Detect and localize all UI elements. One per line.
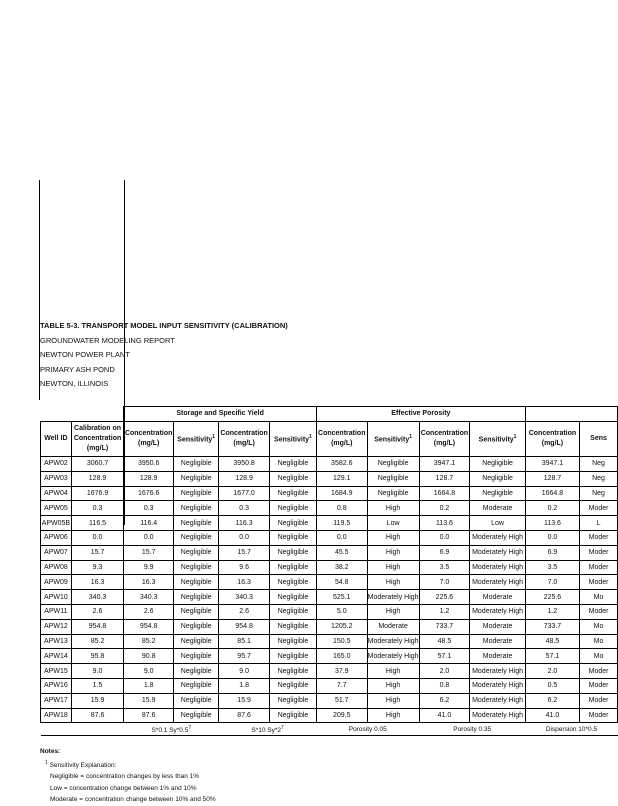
- table-cell: Moderately High: [470, 664, 526, 679]
- table-cell: Moderate: [470, 501, 526, 516]
- well-id-cell: APW16: [41, 678, 72, 693]
- col-header-sensitivity: Sensitivity$^1$: [367, 422, 419, 457]
- table-cell: 1676.6: [124, 486, 174, 501]
- table-cell: Moder: [580, 708, 618, 723]
- table-cell: 90.8: [124, 649, 174, 664]
- table-row: [41, 501, 618, 516]
- table-cell: 9.0: [219, 664, 270, 679]
- table-cell: Negligible: [470, 486, 526, 501]
- table-cell: Neg: [580, 471, 618, 486]
- table-cell: Negligible: [367, 486, 419, 501]
- well-id-cell: APW11: [41, 604, 72, 619]
- well-id-cell: APW07: [41, 545, 72, 560]
- table-cell: 1684.9: [316, 486, 367, 501]
- report-name: GROUNDWATER MODELING REPORT: [40, 335, 175, 345]
- table-cell: 3060.7: [71, 457, 123, 472]
- col-header-sensitivity: Sensitivity$^1$: [174, 422, 219, 457]
- notes-heading: Notes:: [40, 748, 61, 755]
- table-cell: 9.6: [219, 560, 270, 575]
- table-cell: Low: [367, 516, 419, 531]
- table-cell: Negligible: [174, 590, 219, 605]
- table-cell: 0.0: [71, 530, 123, 545]
- table-cell: Low: [470, 516, 526, 531]
- footer-dispersion: Dispersion 10*0.5: [525, 723, 617, 736]
- table-cell: 15.7: [219, 545, 270, 560]
- table-row: [41, 634, 618, 649]
- table-cell: Mo: [580, 634, 618, 649]
- table-cell: Negligible: [367, 457, 419, 472]
- table-cell: Moderate: [367, 619, 419, 634]
- table-cell: 7.7: [316, 678, 367, 693]
- table-cell: Negligible: [174, 530, 219, 545]
- table-cell: 7.0: [419, 575, 470, 590]
- col-header-sensitivity: Sensitivity$^1$: [269, 422, 316, 457]
- table-cell: Negligible: [174, 664, 219, 679]
- well-id-cell: APW05B: [41, 516, 72, 531]
- table-cell: 1.5: [71, 678, 123, 693]
- table-cell: 87.6: [219, 708, 270, 723]
- table-cell: Moderate: [470, 590, 526, 605]
- table-cell: Moder: [580, 501, 618, 516]
- well-id-cell: APW04: [41, 486, 72, 501]
- table-cell: Moder: [580, 604, 618, 619]
- table-cell: 6.9: [419, 545, 470, 560]
- table-cell: Negligible: [269, 545, 316, 560]
- table-cell: 1.2: [419, 604, 470, 619]
- table-cell: 9.0: [71, 664, 123, 679]
- table-cell: 0.0: [525, 530, 579, 545]
- table-cell: 85.2: [71, 634, 123, 649]
- table-cell: Negligible: [269, 575, 316, 590]
- table-cell: 128.9: [219, 471, 270, 486]
- table-cell: Moderately High: [367, 649, 419, 664]
- table-cell: Moderately High: [470, 530, 526, 545]
- table-cell: 0.8: [419, 678, 470, 693]
- table-cell: High: [367, 604, 419, 619]
- table-cell: 0.3: [71, 501, 123, 516]
- well-id-cell: APW05: [41, 501, 72, 516]
- table-cell: Negligible: [269, 693, 316, 708]
- table-cell: Moderate: [470, 619, 526, 634]
- table-cell: Negligible: [470, 457, 526, 472]
- footer-porosity-high: Porosity 0.35: [419, 723, 525, 736]
- table-cell: 525.1: [316, 590, 367, 605]
- table-cell: Negligible: [174, 649, 219, 664]
- footer-porosity-low: Porosity 0.05: [316, 723, 419, 736]
- table-cell: 6.2: [525, 693, 579, 708]
- table-cell: 954.8: [71, 619, 123, 634]
- col-header-concentration: Concentration (mg/L): [316, 422, 367, 457]
- table-cell: 16.3: [71, 575, 123, 590]
- table-cell: 2.6: [71, 604, 123, 619]
- well-id-cell: APW17: [41, 693, 72, 708]
- well-id-cell: APW14: [41, 649, 72, 664]
- table-cell: Moder: [580, 530, 618, 545]
- table-cell: Negligible: [174, 486, 219, 501]
- group-header-storage: Storage and Specific Yield: [124, 407, 317, 422]
- table-cell: Negligible: [174, 619, 219, 634]
- table-cell: Negligible: [174, 516, 219, 531]
- footer-storage-high: S*10 $Sy*2^7$: [219, 723, 317, 736]
- table-body: [41, 457, 618, 723]
- table-cell: 37.9: [316, 664, 367, 679]
- table-cell: 1.8: [124, 678, 174, 693]
- table-cell: Negligible: [470, 471, 526, 486]
- table-cell: 5.0: [316, 604, 367, 619]
- footer-row: [41, 723, 618, 736]
- table-cell: Negligible: [269, 664, 316, 679]
- table-cell: High: [367, 560, 419, 575]
- table-cell: 51.7: [316, 693, 367, 708]
- col-header-concentration: Concentration (mg/L): [419, 422, 470, 457]
- table-cell: Mo: [580, 590, 618, 605]
- footer-storage-low: S*0.1 $Sy*0.5^7$: [124, 723, 219, 736]
- table-cell: 1664.8: [419, 486, 470, 501]
- table-cell: 954.8: [219, 619, 270, 634]
- table-cell: Moderately High: [470, 693, 526, 708]
- table-cell: 0.8: [316, 501, 367, 516]
- table-cell: 0.0: [419, 530, 470, 545]
- table-cell: 7.0: [525, 575, 579, 590]
- table-row: [41, 590, 618, 605]
- table-row: [41, 457, 618, 472]
- table-cell: 87.6: [124, 708, 174, 723]
- table-cell: Neg: [580, 457, 618, 472]
- table-cell: 48.5: [419, 634, 470, 649]
- table-cell: 57.1: [419, 649, 470, 664]
- table-cell: Moderately High: [470, 575, 526, 590]
- table-cell: 0.0: [316, 530, 367, 545]
- well-id-cell: APW08: [41, 560, 72, 575]
- table-cell: 0.2: [419, 501, 470, 516]
- table-cell: 0.3: [124, 501, 174, 516]
- table-cell: 2.6: [124, 604, 174, 619]
- table-cell: 128.9: [124, 471, 174, 486]
- col-header-concentration: Concentration (mg/L): [219, 422, 270, 457]
- table-cell: 119.5: [316, 516, 367, 531]
- col-header-concentration: Concentration (mg/L): [124, 422, 174, 457]
- table-cell: 113.6: [419, 516, 470, 531]
- table-cell: 128.9: [71, 471, 123, 486]
- table-cell: 1205.2: [316, 619, 367, 634]
- table-row: [41, 649, 618, 664]
- table-cell: Moder: [580, 664, 618, 679]
- table-cell: 0.2: [525, 501, 579, 516]
- table-cell: 1.8: [219, 678, 270, 693]
- well-id-cell: APW12: [41, 619, 72, 634]
- table-cell: 128.7: [525, 471, 579, 486]
- table-cell: 113.6: [525, 516, 579, 531]
- table-cell: Negligible: [174, 678, 219, 693]
- table-cell: 3.5: [525, 560, 579, 575]
- table-cell: 128.7: [419, 471, 470, 486]
- table-cell: Negligible: [269, 530, 316, 545]
- table-cell: 38.2: [316, 560, 367, 575]
- table-cell: Negligible: [269, 590, 316, 605]
- table-cell: 15.9: [124, 693, 174, 708]
- table-cell: 15.7: [71, 545, 123, 560]
- table-cell: Negligible: [269, 471, 316, 486]
- table-cell: 0.3: [219, 501, 270, 516]
- table-cell: High: [367, 678, 419, 693]
- table-cell: Moder: [580, 545, 618, 560]
- table-cell: Moderately High: [470, 545, 526, 560]
- table-cell: Negligible: [269, 457, 316, 472]
- table-cell: Negligible: [269, 634, 316, 649]
- table-cell: Moder: [580, 678, 618, 693]
- table-cell: 85.1: [219, 634, 270, 649]
- table-cell: High: [367, 664, 419, 679]
- note-line: Moderate = concentration change between 10% and 50%: [50, 796, 216, 804]
- table-row: [41, 678, 618, 693]
- table-cell: Moderately High: [470, 604, 526, 619]
- table-cell: 9.3: [71, 560, 123, 575]
- table-row: [41, 619, 618, 634]
- table-row: [41, 693, 618, 708]
- note-line: $^1$ Sensitivity Explanation:: [45, 759, 117, 769]
- table-cell: High: [367, 545, 419, 560]
- well-id-cell: APW15: [41, 664, 72, 679]
- table-cell: 41.0: [525, 708, 579, 723]
- table-cell: 3947.1: [525, 457, 579, 472]
- table-cell: Mo: [580, 619, 618, 634]
- table-cell: Moderately High: [367, 634, 419, 649]
- table-row: [41, 708, 618, 723]
- table-row: [41, 471, 618, 486]
- table-cell: 95.8: [71, 649, 123, 664]
- table-cell: 0.0: [219, 530, 270, 545]
- table-cell: Negligible: [269, 486, 316, 501]
- table-row: [41, 545, 618, 560]
- table-cell: Negligible: [269, 619, 316, 634]
- table-cell: 733.7: [419, 619, 470, 634]
- table-cell: Negligible: [269, 516, 316, 531]
- table-cell: Negligible: [174, 501, 219, 516]
- table-cell: Moder: [580, 693, 618, 708]
- table-cell: 129.1: [316, 471, 367, 486]
- table-cell: Negligible: [174, 545, 219, 560]
- pond-name: PRIMARY ASH POND: [40, 364, 115, 374]
- table-cell: High: [367, 693, 419, 708]
- table-cell: Moderately High: [470, 560, 526, 575]
- table-cell: Negligible: [269, 678, 316, 693]
- note-line: Low = concentration change between 1% and 10%: [50, 784, 197, 792]
- table-cell: 0.0: [124, 530, 174, 545]
- table-cell: Moderately High: [470, 708, 526, 723]
- col-header-concentration: Concentration (mg/L): [525, 422, 579, 457]
- table-cell: Negligible: [174, 634, 219, 649]
- table-row: [41, 575, 618, 590]
- table-cell: 54.8: [316, 575, 367, 590]
- table-title: TABLE 5-3. TRANSPORT MODEL INPUT SENSITIVITY (CALIBRATION): [40, 321, 288, 330]
- table-cell: 3950.6: [124, 457, 174, 472]
- table-cell: 3947.1: [419, 457, 470, 472]
- table-cell: 340.3: [124, 590, 174, 605]
- table-cell: Moderate: [470, 634, 526, 649]
- notes: [40, 746, 216, 806]
- well-id-cell: APW13: [41, 634, 72, 649]
- table-cell: 165.0: [316, 649, 367, 664]
- table-cell: 87.6: [71, 708, 123, 723]
- note-line: Negligible = concentration changes by less than 1%: [50, 773, 200, 781]
- table-cell: Negligible: [174, 575, 219, 590]
- table-cell: 116.5: [71, 516, 123, 531]
- group-header-porosity: Effective Porosity: [316, 407, 525, 422]
- table-cell: L: [580, 516, 618, 531]
- table-cell: 209.5: [316, 708, 367, 723]
- table-cell: 16.3: [219, 575, 270, 590]
- table-cell: Negligible: [367, 471, 419, 486]
- table-cell: 16.3: [124, 575, 174, 590]
- table-cell: 2.6: [219, 604, 270, 619]
- table-cell: Negligible: [174, 471, 219, 486]
- table-cell: High: [367, 530, 419, 545]
- table-cell: 95.7: [219, 649, 270, 664]
- col-header-calibration: Calibration on Concentration (mg/L): [71, 422, 123, 457]
- table-cell: Moder: [580, 575, 618, 590]
- well-id-cell: APW10: [41, 590, 72, 605]
- table-cell: Negligible: [269, 604, 316, 619]
- table-row: [41, 560, 618, 575]
- well-id-cell: APW06: [41, 530, 72, 545]
- table-cell: Mo: [580, 649, 618, 664]
- table-cell: 45.5: [316, 545, 367, 560]
- table-cell: Moder: [580, 560, 618, 575]
- table-cell: 1.2: [525, 604, 579, 619]
- table-cell: 225.6: [419, 590, 470, 605]
- table-cell: 3950.8: [219, 457, 270, 472]
- table-cell: 3582.6: [316, 457, 367, 472]
- table-cell: 6.9: [525, 545, 579, 560]
- col-header-sensitivity: Sensitivity$^1$: [470, 422, 526, 457]
- location: NEWTON, ILLINOIS: [40, 379, 109, 388]
- table-cell: 48.5: [525, 634, 579, 649]
- table-cell: 1664.8: [525, 486, 579, 501]
- table-cell: Neg: [580, 486, 618, 501]
- table-cell: Negligible: [269, 649, 316, 664]
- table-cell: 2.0: [419, 664, 470, 679]
- title-block: [40, 319, 288, 392]
- plant-name: NEWTON POWER PLANT: [40, 350, 130, 359]
- well-id-cell: APW03: [41, 471, 72, 486]
- table-cell: 3.5: [419, 560, 470, 575]
- table-cell: Moderately High: [367, 590, 419, 605]
- table-cell: 150.5: [316, 634, 367, 649]
- table-cell: High: [367, 501, 419, 516]
- table-row: [41, 664, 618, 679]
- table-cell: Moderately High: [470, 678, 526, 693]
- table-cell: Negligible: [174, 693, 219, 708]
- table-cell: Negligible: [269, 708, 316, 723]
- table-cell: 340.3: [71, 590, 123, 605]
- table-cell: 116.4: [124, 516, 174, 531]
- table-cell: High: [367, 575, 419, 590]
- table-row: [41, 516, 618, 531]
- table-cell: 41.0: [419, 708, 470, 723]
- table-cell: 15.7: [124, 545, 174, 560]
- well-id-cell: APW18: [41, 708, 72, 723]
- table-cell: 57.1: [525, 649, 579, 664]
- table-cell: Moderate: [470, 649, 526, 664]
- col-header-sensitivity-partial: Sens: [580, 422, 618, 457]
- table-cell: Negligible: [269, 560, 316, 575]
- table-cell: 6.2: [419, 693, 470, 708]
- table-cell: 1677.0: [219, 486, 270, 501]
- table-cell: High: [367, 708, 419, 723]
- col-header-well-id: Well ID: [41, 422, 72, 457]
- table-cell: Negligible: [174, 708, 219, 723]
- table-row: [41, 530, 618, 545]
- table-cell: Negligible: [174, 560, 219, 575]
- well-id-cell: APW09: [41, 575, 72, 590]
- table-cell: 9.0: [124, 664, 174, 679]
- table-cell: 225.6: [525, 590, 579, 605]
- table-cell: 15.9: [219, 693, 270, 708]
- table-cell: 2.0: [525, 664, 579, 679]
- sensitivity-table: [40, 406, 618, 736]
- table-cell: Negligible: [269, 501, 316, 516]
- table-cell: 116.3: [219, 516, 270, 531]
- table-cell: Negligible: [174, 604, 219, 619]
- table-cell: 85.2: [124, 634, 174, 649]
- table-cell: 733.7: [525, 619, 579, 634]
- table-cell: 0.5: [525, 678, 579, 693]
- table-cell: 9.9: [124, 560, 174, 575]
- table-cell: 15.9: [71, 693, 123, 708]
- table-cell: 340.3: [219, 590, 270, 605]
- well-id-cell: APW02: [41, 457, 72, 472]
- table-row: [41, 604, 618, 619]
- table-cell: 954.8: [124, 619, 174, 634]
- table-cell: 1676.9: [71, 486, 123, 501]
- table-cell: Negligible: [174, 457, 219, 472]
- table-row: [41, 486, 618, 501]
